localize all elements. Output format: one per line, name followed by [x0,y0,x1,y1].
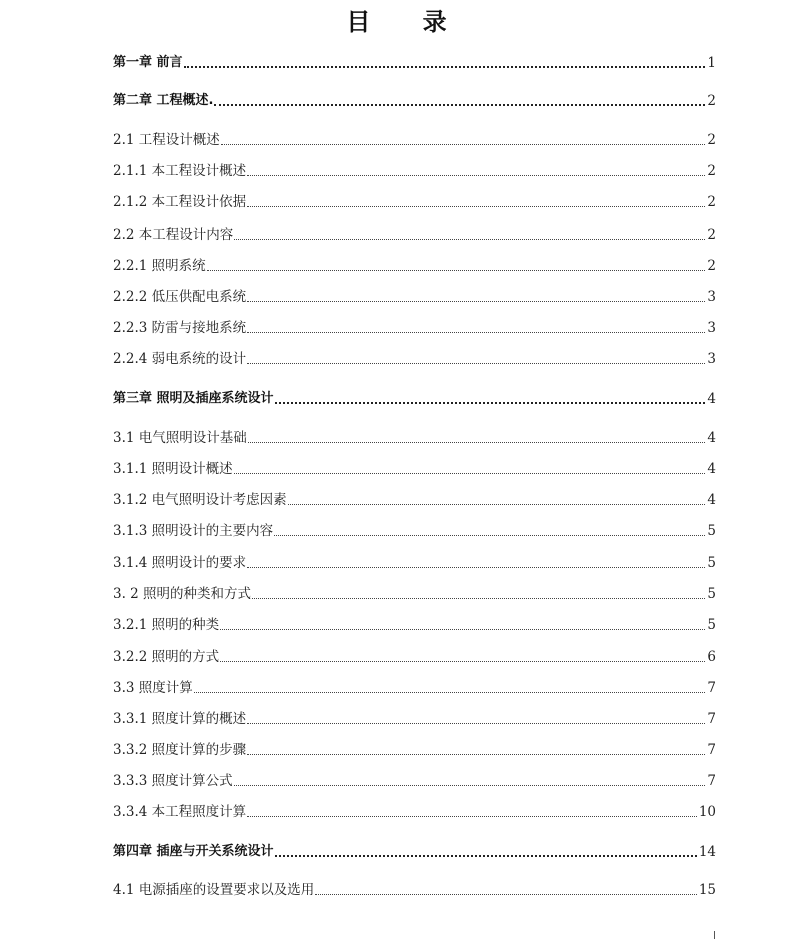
toc-page-number: 3 [707,320,716,336]
toc-dot-leader [247,363,705,364]
toc-entry-label: 3.1.4 照明设计的要求 [113,555,247,571]
toc-dot-leader [234,239,705,240]
toc-chapter-entry[interactable] [113,90,716,110]
toc-chapter-entry[interactable] [113,841,716,861]
toc-dot-leader [315,894,697,895]
toc-dot-leader [234,473,706,474]
toc-entry-label: 3.2.2 照明的方式 [113,649,220,665]
toc-page-number: 2 [707,258,716,274]
toc-page-number: 5 [707,523,716,539]
toc-page-number: 2 [707,132,716,148]
toc-section-entry[interactable] [113,129,716,149]
toc-entry-label: 4.1 电源插座的设置要求以及选用 [113,882,315,898]
toc-section-entry[interactable] [113,348,716,368]
toc-entry-label: 2.2.1 照明系统 [113,258,206,274]
toc-dot-leader [247,332,705,333]
toc-section-entry[interactable] [113,255,716,275]
toc-section-entry[interactable] [113,583,716,603]
toc-section-entry[interactable] [113,224,716,244]
toc-page-number: 3 [707,289,716,305]
page-title: 目 录 [346,8,469,36]
toc-dot-leader [194,692,706,693]
toc-chapter-entry[interactable] [113,388,716,408]
toc-section-entry[interactable] [113,614,716,634]
toc-entry-label: 第一章 前言 [113,55,183,70]
toc-dot-leader [288,504,706,505]
toc-page-number: 4 [707,391,716,407]
toc-entry-label: 3.3.3 照度计算公式 [113,773,233,789]
toc-page-number: 4 [707,461,716,477]
toc-section-entry[interactable] [113,489,716,509]
toc-section-entry[interactable] [113,879,716,899]
toc-page-number: 2 [707,93,716,109]
toc-section-entry[interactable] [113,286,716,306]
toc-dot-leader [252,598,705,599]
toc-entry-label: 3.2.1 照明的种类 [113,617,220,633]
toc-entry-label: 3.3.1 照度计算的概述 [113,711,247,727]
toc-entry-label: 2.2.3 防雷与接地系统 [113,320,247,336]
toc-dot-leader [207,270,706,271]
toc-section-entry[interactable] [113,646,716,666]
toc-dot-leader [247,567,705,568]
toc-entry-label: 3.3.2 照度计算的步骤 [113,742,247,758]
toc-entry-label: 3.3.4 本工程照度计算 [113,804,247,820]
toc-entry-label: 第四章 插座与开关系统设计 [113,844,274,859]
toc-entry-label: 3. 2 照明的种类和方式 [113,586,252,602]
toc-entry-label: 3.3 照度计算 [113,680,193,696]
toc-entry-label: 2.2.2 低压供配电系统 [113,289,247,305]
toc-page-number: 15 [698,882,716,898]
toc-page-number: 2 [707,194,716,210]
toc-entry-label: 2.1 工程设计概述 [113,132,220,148]
toc-entry-label: 3.1.2 电气照明设计考虑因素 [113,492,287,508]
toc-page-number: 6 [707,649,716,665]
toc-page-number: 4 [707,430,716,446]
toc-dot-leader [274,535,705,536]
toc-section-entry[interactable] [113,552,716,572]
toc-section-entry[interactable] [113,677,716,697]
toc-section-entry[interactable] [113,317,716,337]
toc-page-number: 7 [707,773,716,789]
toc-dot-leader [247,754,705,755]
toc-section-entry[interactable] [113,801,716,821]
toc-dot-leader [275,855,697,857]
toc-page-number: 7 [707,711,716,727]
toc-entry-label: 3.1 电气照明设计基础 [113,430,247,446]
toc-dot-leader [247,301,705,302]
toc-page-number: 10 [698,804,716,820]
toc-section-entry[interactable] [113,458,716,478]
toc-dot-leader [247,816,697,817]
toc-dot-leader [214,104,705,106]
toc-page-number: 3 [707,351,716,367]
toc-entry-label: 第二章 工程概述. [113,93,214,108]
toc-page-number: 4 [707,492,716,508]
toc-dot-leader [220,661,705,662]
toc-section-entry[interactable] [113,160,716,180]
toc-section-entry[interactable] [113,739,716,759]
toc-page-number: 2 [707,163,716,179]
toc-section-entry[interactable] [113,191,716,211]
toc-page-number: 7 [707,680,716,696]
toc-page-number: 5 [707,617,716,633]
toc-dot-leader [184,66,706,68]
toc-page-number: 1 [707,55,716,71]
toc-entry-label: 2.1.1 本工程设计概述 [113,163,247,179]
toc-dot-leader [275,402,706,404]
toc-section-entry[interactable] [113,427,716,447]
toc-page-number: 14 [698,844,716,860]
toc-entry-label: 3.1.3 照明设计的主要内容 [113,523,274,539]
toc-entry-label: 第三章 照明及插座系统设计 [113,391,274,406]
toc-dot-leader [248,442,706,443]
toc-dot-leader [247,723,705,724]
page-edge-mark [714,931,715,939]
toc-dot-leader [247,206,705,207]
toc-dot-leader [234,785,706,786]
toc-section-entry[interactable] [113,770,716,790]
toc-dot-leader [220,629,705,630]
toc-entry-label: 3.1.1 照明设计概述 [113,461,233,477]
toc-page-number: 2 [707,227,716,243]
toc-dot-leader [247,175,705,176]
toc-section-entry[interactable] [113,708,716,728]
toc-page-number: 7 [707,742,716,758]
toc-entry-label: 2.1.2 本工程设计依据 [113,194,247,210]
toc-page-number: 5 [707,586,716,602]
toc-page-number: 5 [707,555,716,571]
toc-section-entry[interactable] [113,520,716,540]
toc-entry-label: 2.2 本工程设计内容 [113,227,234,243]
toc-dot-leader [221,144,706,145]
toc-entry-label: 2.2.4 弱电系统的设计 [113,351,247,367]
toc-chapter-entry[interactable] [113,52,716,72]
